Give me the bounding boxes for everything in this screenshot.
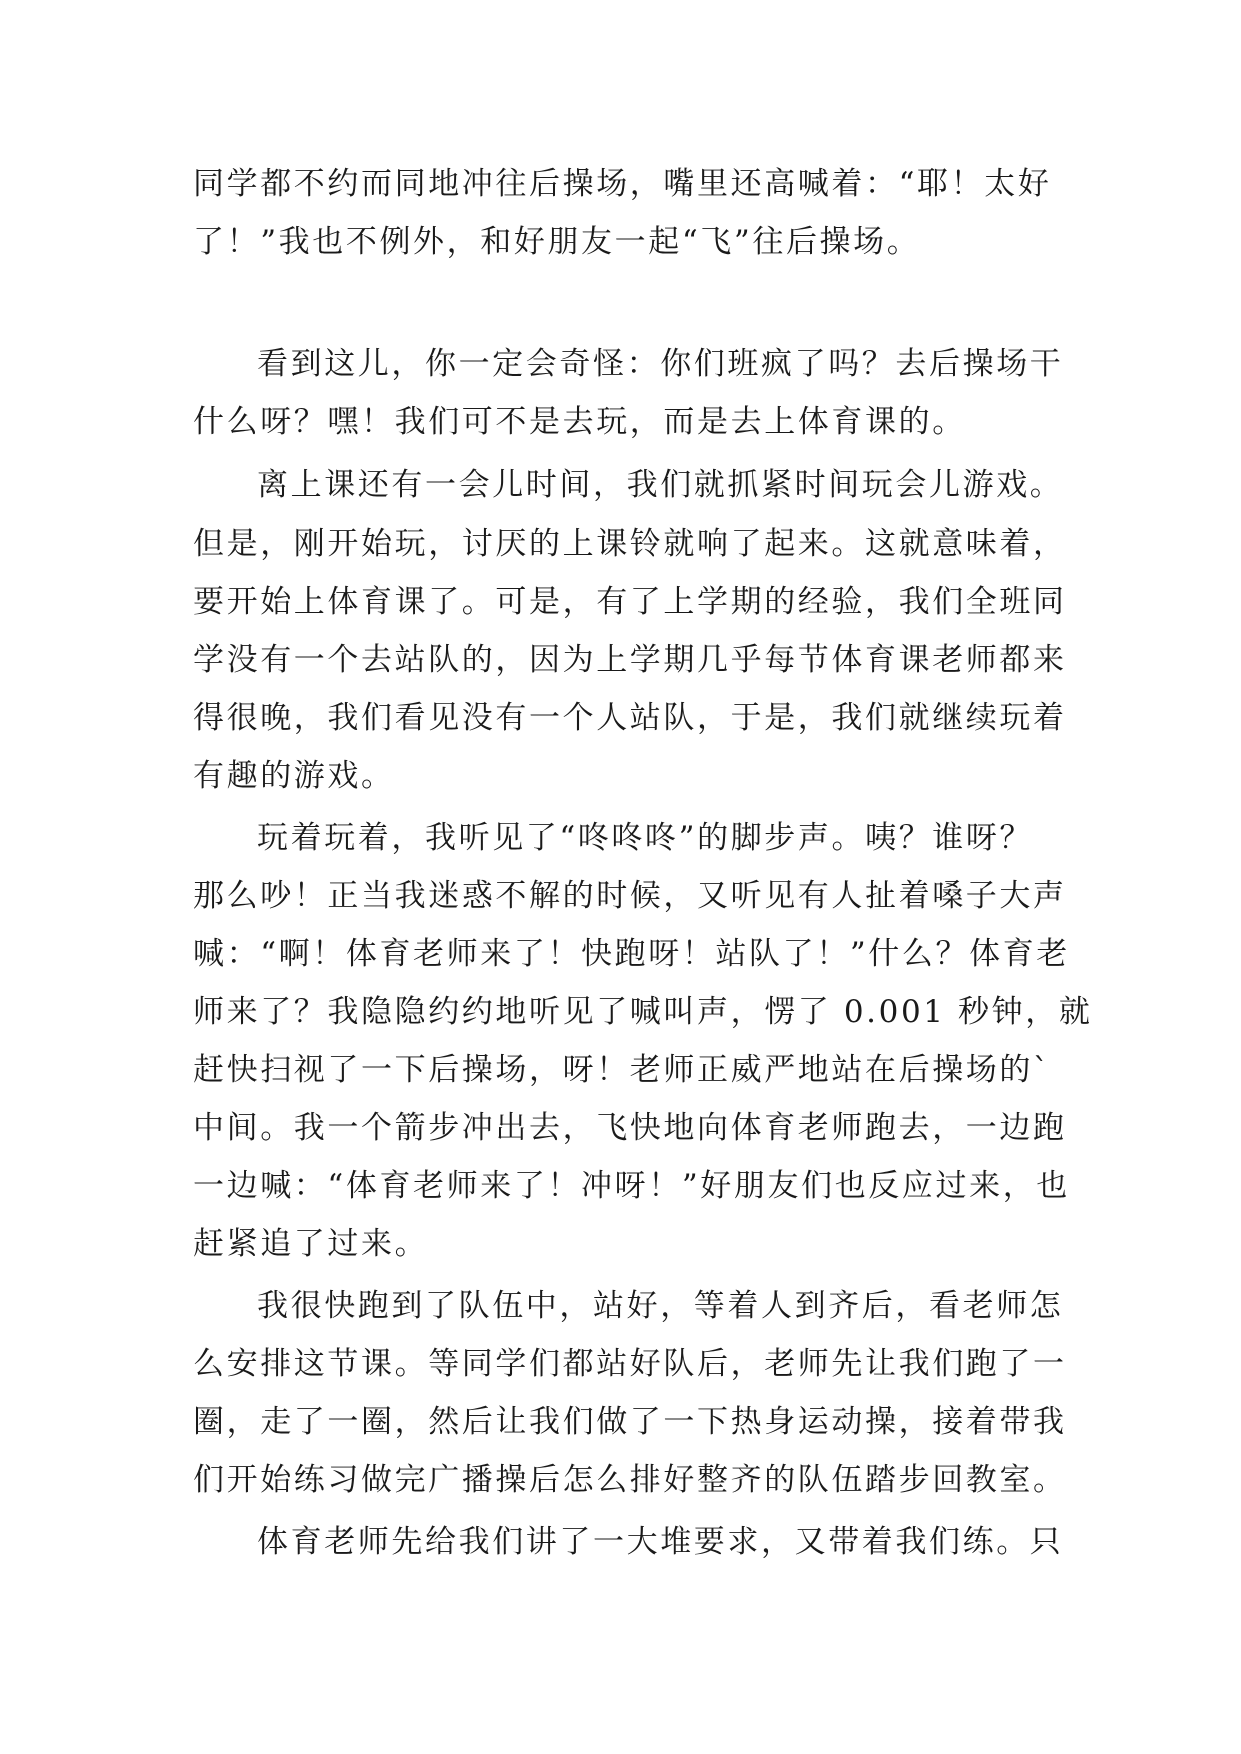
text-line: 有趣的游戏。	[193, 758, 395, 794]
text-line: 要开始上体育课了。可是，有了上学期的经验，我们全班同	[193, 584, 1067, 620]
text-line: 但是，刚开始玩，讨厌的上课铃就响了起来。这就意味着，	[193, 526, 1067, 562]
text-line: 看到这儿，你一定会奇怪：你们班疯了吗？去后操场干	[257, 346, 1064, 382]
text-line: 师来了？我隐隐约约地听见了喊叫声，愣了 0.001 秒钟，就	[193, 994, 1093, 1030]
text-line: 了！”我也不例外，和好朋友一起“飞”往后操场。	[193, 224, 921, 260]
text-line: 玩着玩着，我听见了“咚咚咚”的脚步声。咦？谁呀？	[257, 820, 1034, 856]
text-line: 体育老师先给我们讲了一大堆要求，又带着我们练。只	[257, 1524, 1064, 1560]
text-line: 赶紧追了过来。	[193, 1226, 429, 1262]
text-line: 得很晚，我们看见没有一个人站队，于是，我们就继续玩着	[193, 700, 1067, 736]
text-line: 什么呀？嘿！我们可不是去玩，而是去上体育课的。	[193, 404, 966, 440]
text-line: 们开始练习做完广播操后怎么排好整齐的队伍踏步回教室。	[193, 1462, 1067, 1498]
text-line: 一边喊：“体育老师来了！冲呀！”好朋友们也反应过来，也	[193, 1168, 1070, 1204]
text-line: 喊：“啊！体育老师来了！快跑呀！站队了！”什么？体育老	[193, 936, 1070, 972]
text-line: 学没有一个去站队的，因为上学期几乎每节体育课老师都来	[193, 642, 1067, 678]
text-line: 么安排这节课。等同学们都站好队后，老师先让我们跑了一	[193, 1346, 1067, 1382]
text-line: 同学都不约而同地冲往后操场，嘴里还高喊着：“耶！太好	[193, 166, 1052, 202]
text-line: 圈，走了一圈，然后让我们做了一下热身运动操，接着带我	[193, 1404, 1067, 1440]
text-line: 离上课还有一会儿时间，我们就抓紧时间玩会儿游戏。	[257, 467, 1064, 503]
text-line: 那么吵！正当我迷惑不解的时候，又听见有人扯着嗓子大声	[193, 878, 1067, 914]
text-line: 赶快扫视了一下后操场，呀！老师正威严地站在后操场的`	[193, 1052, 1052, 1088]
text-line: 我很快跑到了队伍中，站好，等着人到齐后，看老师怎	[257, 1288, 1064, 1324]
text-line: 中间。我一个箭步冲出去，飞快地向体育老师跑去，一边跑	[193, 1110, 1067, 1146]
